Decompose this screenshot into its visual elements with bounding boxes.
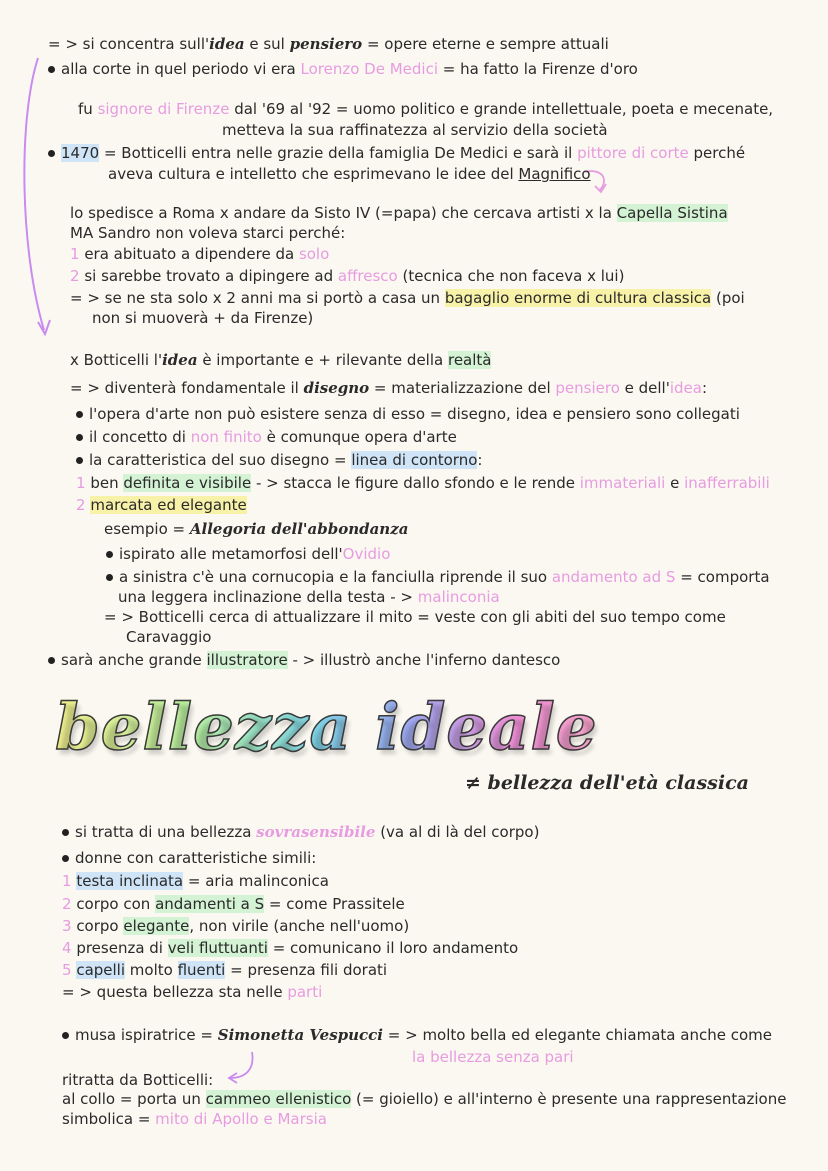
number: 4 [62, 939, 72, 957]
keyword: idea [162, 351, 198, 369]
pink-term: solo [298, 245, 330, 263]
text-line [48, 34, 609, 54]
text-line [78, 99, 773, 119]
text-line: non si muoverà + da Firenze) [92, 309, 314, 327]
number: 2 [62, 895, 72, 913]
text: : [701, 379, 708, 397]
text: corpo con [71, 895, 156, 913]
text: è comunque opera d'arte [261, 428, 457, 446]
keyword: disegno [303, 379, 370, 397]
text: molto [125, 961, 178, 979]
text-line: Caravaggio [126, 628, 212, 646]
pink-term: immateriali [579, 474, 666, 492]
numbered-line [70, 244, 329, 264]
pink-term: Lorenzo De Medici [300, 60, 438, 78]
blue-highlight: testa inclinata [76, 872, 184, 890]
yellow-highlight: bagaglio enorme di cultura classica [444, 289, 712, 307]
pink-term: pensiero [555, 379, 620, 397]
date-highlight: 1470 [61, 144, 100, 162]
pink-term: inafferrabili [684, 474, 770, 492]
text: è importante e + rilevante della [197, 351, 448, 369]
pink-term: malinconia [417, 588, 500, 606]
text: dal '69 al '92 = uomo politico e grande intellettuale, poeta e mecenate, [229, 100, 774, 118]
pink-term: la bellezza senza pari [412, 1048, 574, 1066]
text: fu [78, 100, 98, 118]
text: a sinistra c'è una cornucopia e la fanciulla riprende il suo [119, 568, 552, 586]
text: presenza di [71, 939, 168, 957]
blue-highlight: capelli [76, 961, 126, 979]
numbered-line [70, 266, 624, 286]
number: 1 [70, 245, 80, 263]
bullet-icon [76, 457, 83, 464]
green-highlight: elegante [123, 917, 190, 935]
green-highlight: cammeo ellenistico [205, 1090, 352, 1108]
text: l'opera d'arte non può esistere senza di esso = disegno, idea e pensiero sono collegati [89, 405, 740, 423]
underlined-term: Magnifico [518, 165, 591, 183]
text: musa ispiratrice = [75, 1026, 218, 1044]
pink-term: affresco [337, 267, 398, 285]
text: si tratta di una bellezza [75, 823, 257, 841]
text-line: = > Botticelli cerca di attualizzare il mito = veste con gli abiti del suo tempo come [104, 608, 726, 626]
pink-term: idea [669, 379, 702, 397]
text: = materializzazione del [369, 379, 556, 397]
pink-term: Ovidio [342, 545, 391, 563]
pink-term: sovrasensibile [256, 823, 376, 841]
text: e sul [244, 35, 290, 53]
keyword: Simonetta Vespucci [217, 1026, 383, 1044]
text: il concetto di [89, 428, 191, 446]
section-title: bellezza ideale [55, 690, 598, 765]
numbered-line [76, 473, 770, 493]
text: = > si concentra sull' [48, 35, 210, 53]
text: = opere eterne e sempre attuali [362, 35, 609, 53]
pink-term: andamento ad S [551, 568, 676, 586]
green-highlight: realtà [447, 351, 492, 369]
bullet-icon [48, 150, 55, 157]
numbered-line [76, 495, 247, 515]
keyword: idea [209, 35, 245, 53]
text: = > molto bella ed elegante chiamata anche come [383, 1026, 772, 1044]
text-line: metteva la sua raffinatezza al servizio della società [222, 121, 608, 139]
text-line: ritratta da Botticelli: [62, 1071, 214, 1089]
bullet-icon [48, 66, 55, 73]
text-line [70, 203, 728, 223]
text: simbolica = [62, 1110, 156, 1128]
green-highlight: veli fluttuanti [167, 939, 268, 957]
green-highlight: definita e visibile [123, 474, 252, 492]
text: = aria malinconica [183, 872, 329, 890]
green-highlight: Capella Sistina [616, 204, 728, 222]
numbered-line [62, 960, 387, 980]
text: , non virile (anche nell'uomo) [189, 917, 410, 935]
text: era abituato a dipendere da [79, 245, 299, 263]
keyword: pensiero [289, 35, 363, 53]
text: x Botticelli l' [70, 351, 163, 369]
text: una leggera inclinazione della testa - > [118, 588, 418, 606]
numbered-line [62, 894, 405, 914]
text: e dell' [619, 379, 670, 397]
bullet-icon [76, 411, 83, 418]
bullet-line [62, 1025, 772, 1045]
bullet-line [48, 650, 560, 670]
text: corpo [71, 917, 124, 935]
text: donne con caratteristiche simili: [75, 849, 317, 867]
text: = Botticelli entra nelle grazie della famiglia De Medici e sarà il [99, 144, 578, 162]
yellow-highlight: marcata ed elegante [90, 496, 247, 514]
pink-term: parti [287, 983, 323, 1001]
text-line [62, 1109, 327, 1129]
bullet-line [48, 143, 745, 163]
text: (va al di là del corpo) [375, 823, 540, 841]
numbered-line [62, 871, 329, 891]
bullet-icon [62, 829, 69, 836]
text: perché [688, 144, 746, 162]
text: = come Prassitele [264, 895, 405, 913]
bullet-line [76, 404, 740, 424]
green-highlight: illustratore [206, 651, 288, 669]
bullet-line [76, 427, 457, 447]
text: si sarebbe trovato a dipingere ad [79, 267, 338, 285]
bullet-icon [76, 434, 83, 441]
green-highlight: andamenti a S [155, 895, 265, 913]
bullet-icon [106, 551, 113, 558]
text-line [118, 587, 500, 607]
artwork-title: Allegoria dell'abbondanza [189, 520, 409, 538]
blue-highlight: linea di contorno [351, 451, 478, 469]
text-line [108, 164, 591, 184]
text-line [104, 519, 408, 539]
text: (= gioiello) e all'interno è presente una rappresentazione [351, 1090, 787, 1108]
number: 1 [76, 474, 86, 492]
text: ben [85, 474, 124, 492]
text-line [70, 378, 707, 398]
text: = > questa bellezza sta nelle [62, 983, 288, 1001]
text-line: MA Sandro non voleva starci perché: [70, 224, 346, 242]
text: e [665, 474, 685, 492]
text: al collo = porta un [62, 1090, 206, 1108]
bullet-line [106, 544, 390, 564]
text: - > illustrò anche l'inferno dantesco [287, 651, 561, 669]
text: la caratteristica del suo disegno = [89, 451, 352, 469]
text: = > diventerà fondamentale il [70, 379, 304, 397]
text-line [62, 1089, 786, 1109]
text: - > stacca le figure dallo sfondo e le rende [251, 474, 580, 492]
text: = comunicano il loro andamento [267, 939, 519, 957]
number: 2 [76, 496, 86, 514]
number: 5 [62, 961, 72, 979]
text: esempio = [104, 520, 190, 538]
text: (tecnica che non faceva x lui) [397, 267, 625, 285]
text: = > se ne sta solo x 2 anni ma si portò a casa un [70, 289, 445, 307]
text-line [62, 982, 322, 1002]
blue-highlight: fluenti [177, 961, 226, 979]
text: lo spedisce a Roma x andare da Sisto IV (=papa) che cercava artisti x la [70, 204, 617, 222]
text: sarà anche grande [61, 651, 207, 669]
number: 3 [62, 917, 72, 935]
pink-term: mito di Apollo e Marsia [155, 1110, 327, 1128]
bullet-line [48, 59, 638, 79]
text: = presenza fili dorati [225, 961, 388, 979]
bullet-line [76, 450, 482, 470]
bullet-icon [48, 657, 55, 664]
text: (poi [711, 289, 745, 307]
bullet-icon [62, 1032, 69, 1039]
pink-term: pittore di corte [577, 144, 689, 162]
text: = comporta [675, 568, 770, 586]
text-line [70, 350, 491, 370]
text: aveva cultura e intelletto che esprimevano le idee del [108, 165, 519, 183]
text: : [477, 451, 483, 469]
text-line [70, 288, 745, 308]
bullet-line [106, 567, 770, 587]
section-subtitle: ≠ bellezza dell'età classica [465, 772, 749, 794]
text: ispirato alle metamorfosi dell' [119, 545, 343, 563]
numbered-line [62, 916, 409, 936]
text: alla corte in quel periodo vi era [61, 60, 301, 78]
text: = ha fatto la Firenze d'oro [437, 60, 638, 78]
pink-term: signore di Firenze [97, 100, 230, 118]
number: 1 [62, 872, 72, 890]
text-line [412, 1047, 574, 1067]
bullet-line [62, 848, 316, 868]
bullet-icon [106, 574, 113, 581]
number: 2 [70, 267, 80, 285]
numbered-line [62, 938, 518, 958]
bullet-icon [62, 855, 69, 862]
pink-term: non finito [190, 428, 262, 446]
bullet-line [62, 822, 539, 842]
